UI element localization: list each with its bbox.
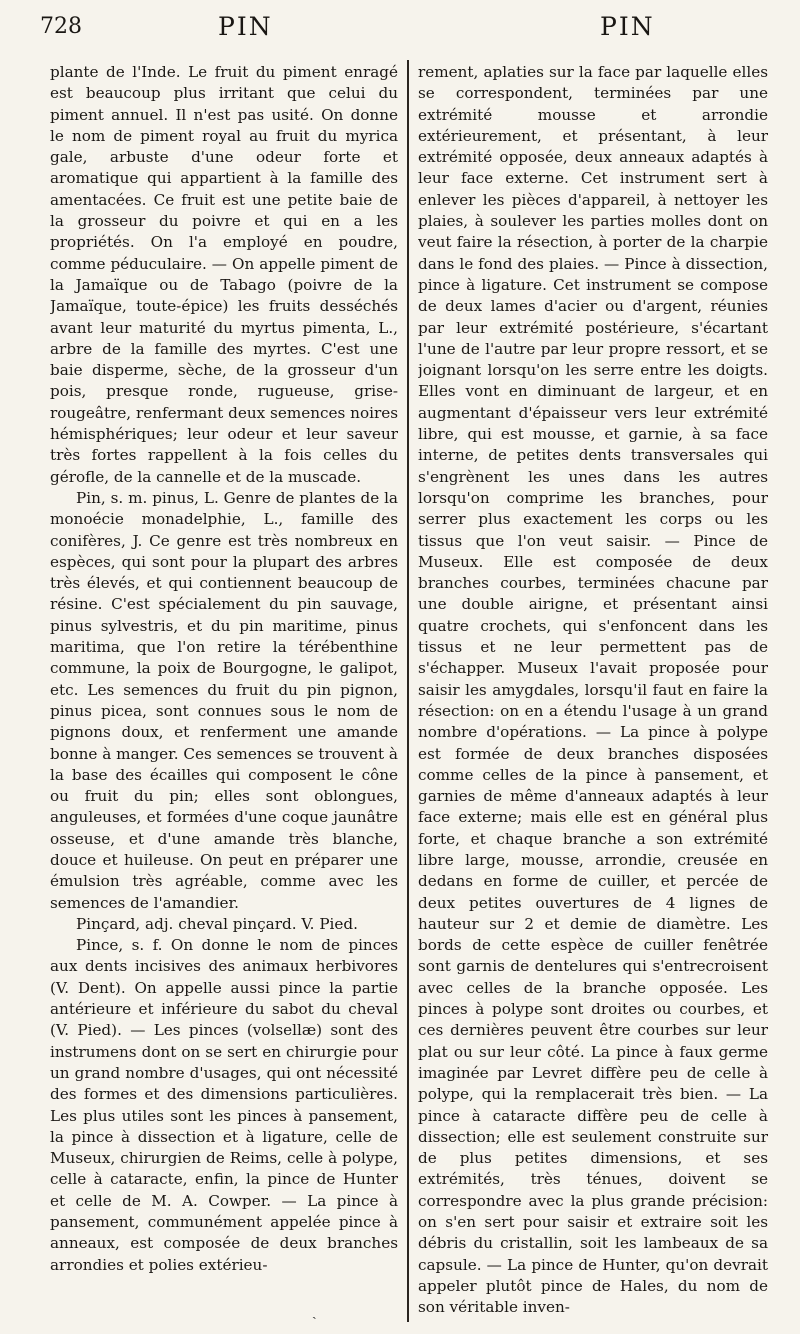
column-divider xyxy=(407,60,409,1322)
entry-pince-continued: rement, aplaties sur la face par laquelle elles se correspondent, terminées par une extrémité mousse et arrondie extérieurement, et présentant, à leur extrémité opposée, deux anneaux adaptés à leur face externe. Cet instrument sert à enlever les pièces d'appareil, à nettoyer les plaies, à soulever les parties molles dont on veut faire la résection, à porter de la charpie dans le fond des plaies. — Pince à dissection, pince à ligature. Cet instrument se compose de deux lames d'acier ou d'argent, réunies par leur extrémité postérieure, s'écartant l'une de l'autre par leur propre ressort, et se joignant lorsqu'on les serre entre les doigts. Elles vont en diminuant de largeur, et en augmentant d'épaisseur vers leur extrémité libre, qui est mousse, et garnie, à sa face interne, de petites dents transversales qui s'engrènent les unes dans les autres lorsqu'on comprime les branches, pour serrer plus exactement les corps ou les tissus que l'on veut saisir. — Pince de Museux. Elle est composée de deux branches courbes, terminées chacune par une double airigne, et présentant ainsi quatre crochets, qui s'enfoncent dans les tissus et ne leur permettent pas de s'échapper. Museux l'avait proposée pour saisir les amygdales, lorsqu'il faut en faire la résection: on en a étendu l'usage à un grand nombre d'opérations. — La pince à polype est formée de deux branches disposées comme celles de la pince à pansement, et garnies de même d'anneaux adaptés à leur face externe; mais elle est en général plus forte, et chaque branche a son extrémité libre large, mousse, arrondie, creusée en dedans en forme de cuiller, et percée de deux petites ouvertures de 4 lignes de hauteur sur 2 et demie de diamètre. Les bords de cette espèce de cuiller fenêtrée sont garnis de dentelures qui s'entrecroisent avec celles de la branche opposée. Les pinces à polype sont droites ou courbes, et ces dernières peuvent être courbes sur leur plat ou sur leur côté. La pince à faux germe imaginée par Levret diffère peu de celle à polype, qui la remplacerait très bien. — La pince à cataracte diffère peu de celle à dissection; elle est seulement construite sur de plus petites dimensions, et ses extrémités, très ténues, doivent se correspondre avec la plus grande précision: on s'en sert pour saisir et extraire soit les débris du cristallin, soit les lambeaux de sa capsule. — La pince de Hunter, qu'on devrait appeler plutôt pince de Hales, du nom de son véritable inven- xyxy=(418,63,768,1317)
running-head-left: PIN xyxy=(218,12,273,41)
right-column xyxy=(418,62,768,1324)
entry-pin: Pin, s. m. pinus, L. Genre de plantes de la monoécie monadelphie, L., famille des conifères, J. Ce genre est très nombreux en espèces, qui sont pour la plupart des arbres très élevés, et qui contiennent beaucoup de résine. C'est spécialement du pin sauvage, pinus sylvestris, et du pin maritime, pinus maritima, que l'on retire la térébenthine commune, la poix de Bourgogne, le galipot, etc. Les semences du fruit du pin pignon, pinus picea, sont connues sous le nom de pignons doux, et renferment une amande bonne à manger. Ces semences se trouvent à la base des écailles qui composent le cône ou fruit du pin; elles sont oblongues, anguleuses, et formées d'une coque jaunâtre osseuse, et d'une amande très blanche, douce et huileuse. On peut en préparer une émulsion très agréable, comme avec les semences de l'amandier. xyxy=(50,488,398,912)
page-header xyxy=(40,6,788,54)
entry-pince: Pince, s. f. On donne le nom de pinces aux dents incisives des animaux herbivores (V. Dent). On appelle aussi pince la partie antérieure et inférieure du sabot du cheval (V. Pied). — Les pinces (volsellæ) sont des instrumens dont on se sert en chirurgie pour un grand nombre d'usages, qui ont nécessité des formes et des dimensions particulières. Les plus utiles sont les pinces à pansement, la pince à dissection et à ligature, celle de Museux, chirurgien de Reims, celle à polype, celle à cataracte, enfin, la pince de Hunter et celle de M. A. Cowper. — La pince à pansement, communément appelée pince à anneaux, est composée de deux branches arrondies et polies extérieu- xyxy=(50,936,398,1274)
footer-mark: ˎ xyxy=(312,1304,317,1320)
page-number: 728 xyxy=(40,14,82,39)
left-column xyxy=(50,62,398,1324)
running-head-right: PIN xyxy=(600,12,655,41)
entry-pincard: Pinçard, adj. cheval pinçard. V. Pied. xyxy=(76,914,358,933)
entry-piment-continued: plante de l'Inde. Le fruit du piment enragé est beaucoup plus irritant que celui du piment annuel. Il n'est pas usité. On donne le nom de piment royal au fruit du myrica gale, arbuste d'une odeur forte et aromatique qui appartient à la famille des amentacées. Ce fruit est une petite baie de la grosseur du poivre et qui en a les propriétés. On l'a employé en poudre, comme péduculaire. — On appelle piment de la Jamaïque ou de Tabago (poivre de la Jamaïque, toute-épice) les fruits desséchés avant leur maturité du myrtus pimenta, L., arbre de la famille des myrtes. C'est une baie disperme, sèche, de la grosseur d'un pois, presque ronde, rugueuse, grise-rougeâtre, renfermant deux semences noires hémisphériques; leur odeur et leur saveur très fortes rappellent à la fois celles du gérofle, de la cannelle et de la muscade. xyxy=(50,63,398,486)
